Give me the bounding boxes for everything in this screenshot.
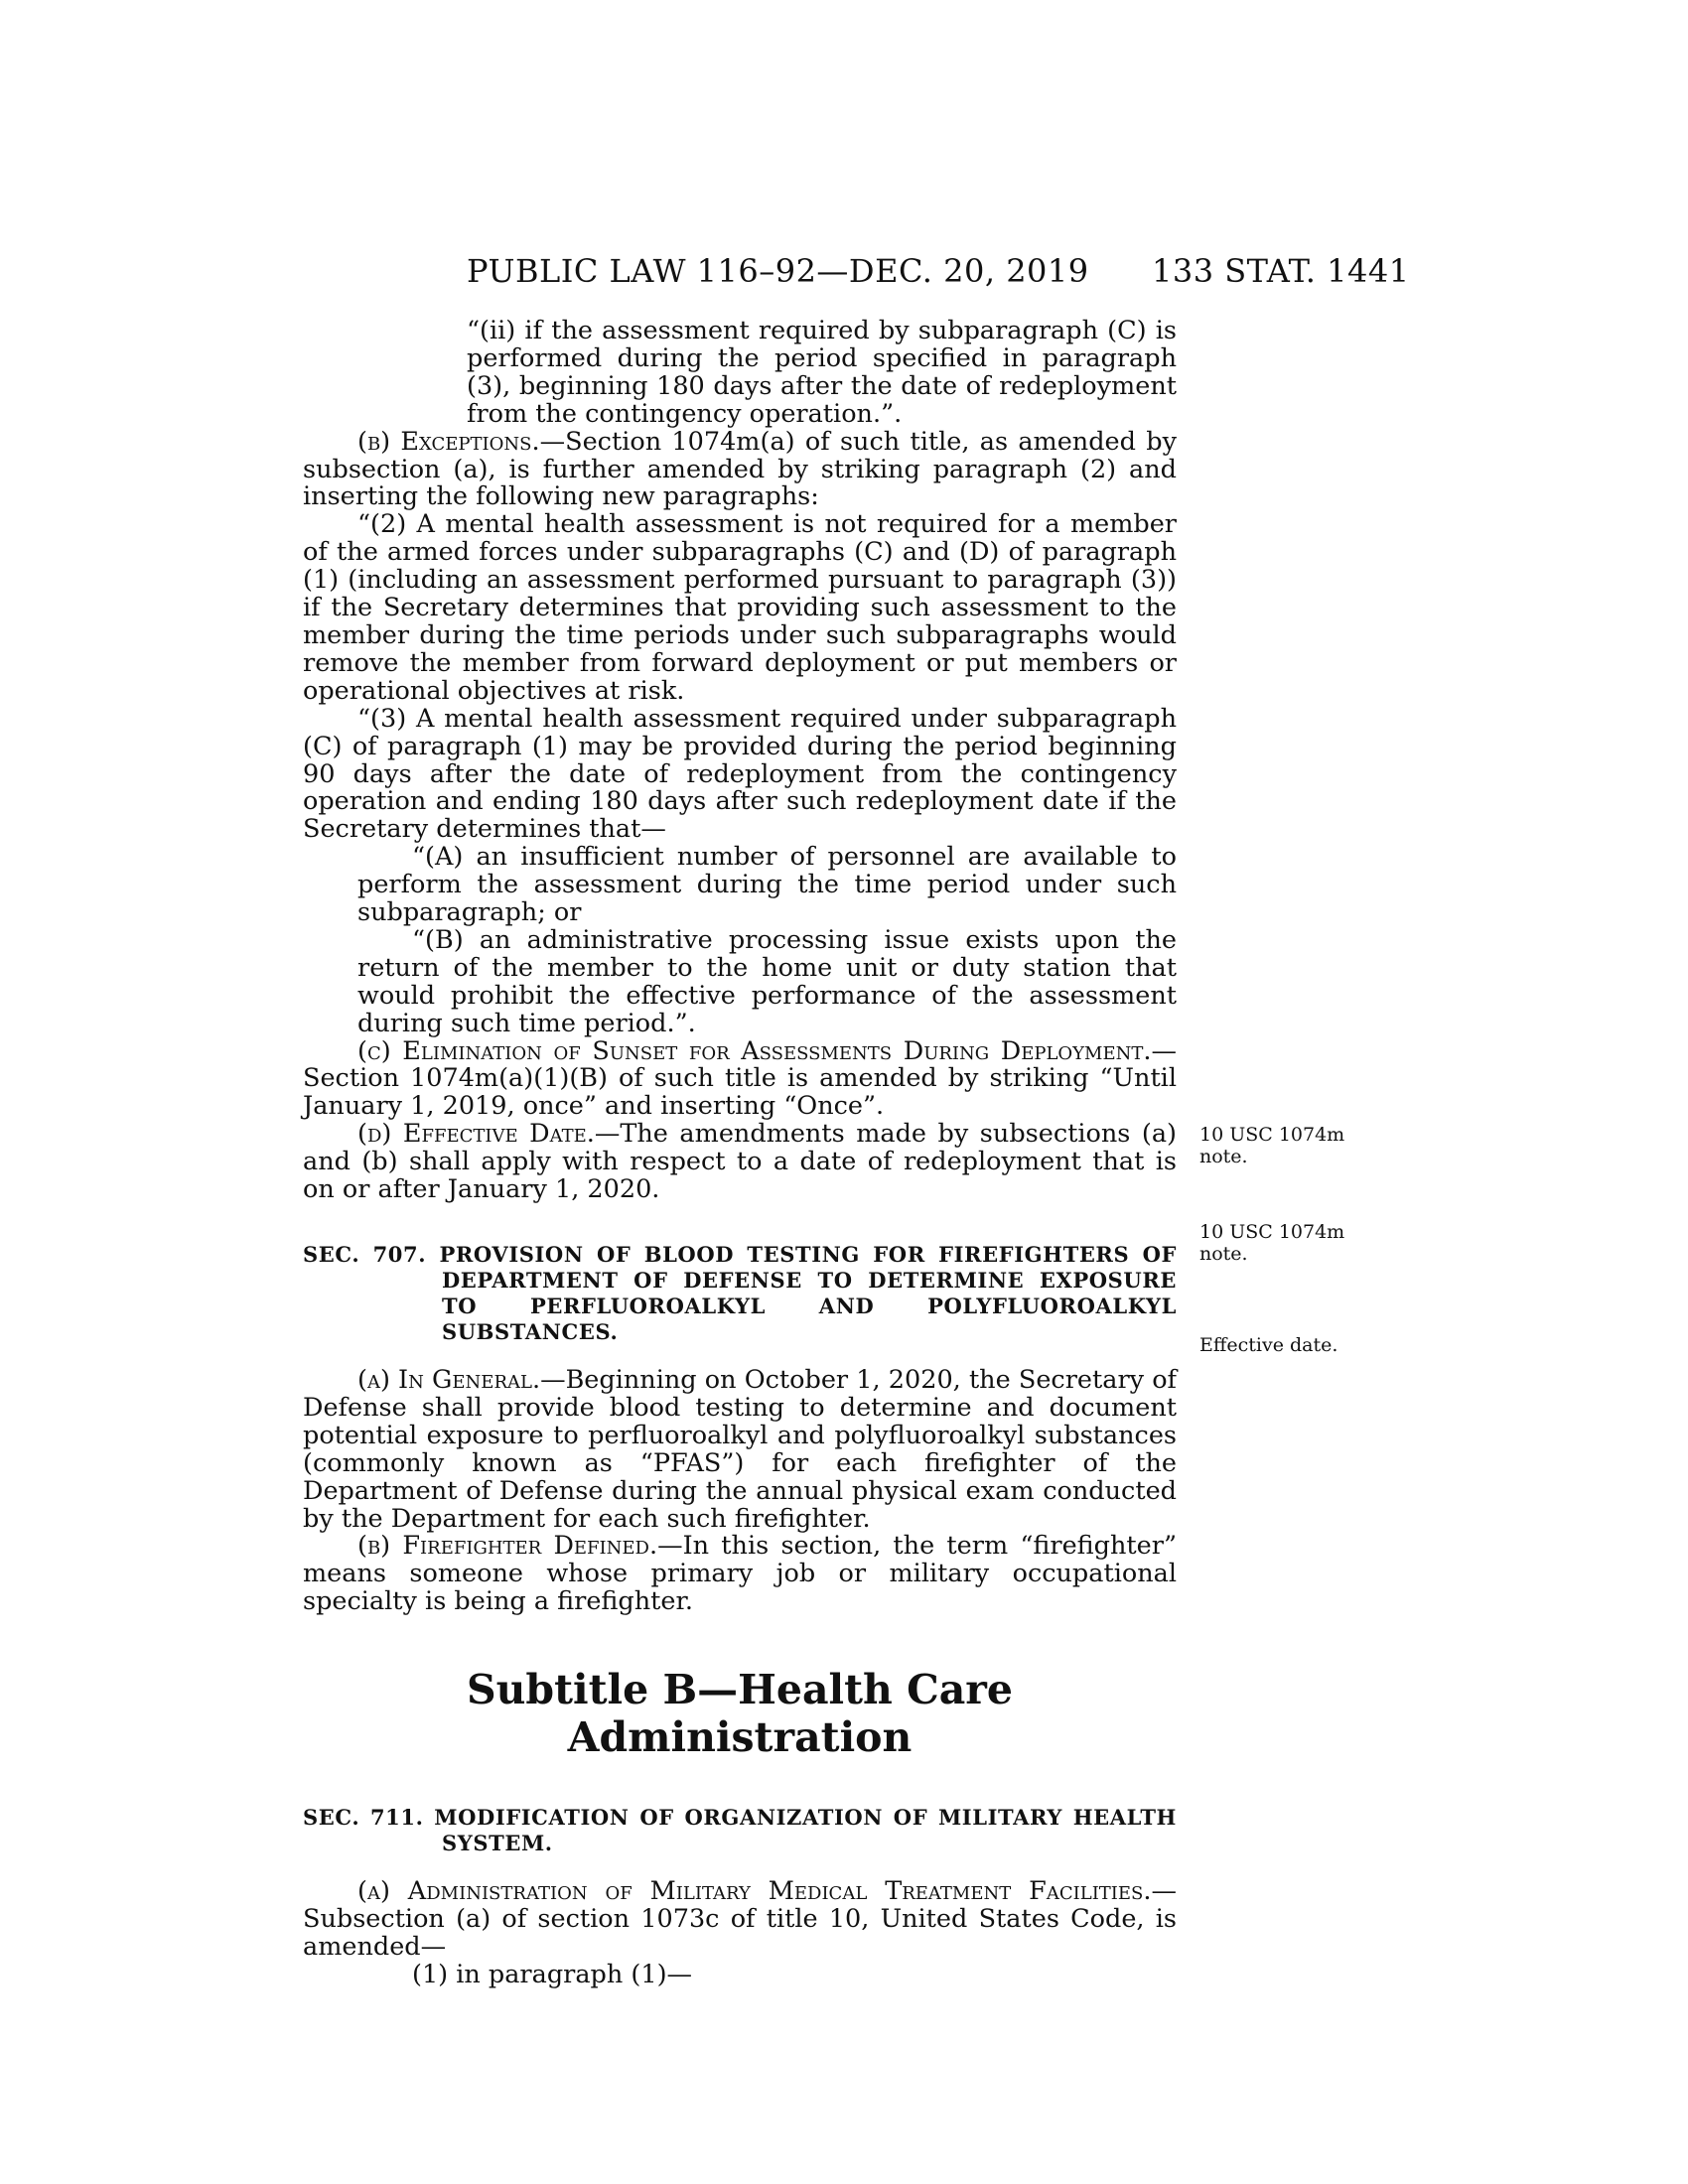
running-header-title: PUBLIC LAW 116–92—DEC. 20, 2019 — [467, 252, 1089, 290]
paragraph-3: “(3) A mental health assessment required under subparagraph (C) of paragraph (1) may be provided during the period beginning 90 days after the date of redeployment from the contingency operation and ending 180 days after such redeployment date if the Secretary determines that— — [303, 703, 1177, 845]
paragraph-clause-ii: “(ii) if the assessment required by subparagraph (C) is performed during the period specified in paragraph (3), beginning 180 days after the date of redeployment from the contingency operation.”. — [467, 316, 1177, 429]
paragraph-711-a-1: (1) in paragraph (1)— — [412, 1959, 693, 1989]
paragraph-3-b: “(B) an administrative processing issue exists upon the return of the member to the home unit or duty station that would prohibit the effective performance of the assessment during such time period.”. — [357, 924, 1177, 1038]
paragraph-707-b — [303, 1533, 1177, 1616]
subsection-text: —In this section, the term “firefighter” means someone whose primary job or military occupational specialty is being a firefighter. — [303, 1531, 1177, 1617]
subsection-heading: (d) Effective Date. — [357, 1119, 595, 1150]
running-header-page-ref: 133 STAT. 1441 — [1152, 252, 1410, 290]
subtitle-heading: Subtitle B—Health Care Administration — [467, 1666, 1013, 1762]
margin-note-effective-date: Effective date. — [1199, 1334, 1338, 1356]
subsection-heading: (a) In General. — [357, 1365, 541, 1395]
section-707-heading: SEC. 707. PROVISION OF BLOOD TESTING FOR FIREFIGHTERS OF DEPARTMENT OF DEFENSE TO DETERMINE EXPOSURE TO PERFLUOROALKYL AND POLYFLUOROALKYL SUBSTANCES. — [303, 1242, 1177, 1344]
margin-note-line: 10 USC 1074m — [1199, 1124, 1345, 1146]
subsection-text: —The amendments made by subsections (a) and (b) shall apply with respect to a date of redeployment that is on or after January 1, 2020. — [303, 1119, 1177, 1205]
margin-note-usc-2 — [1199, 1221, 1344, 1265]
subsection-heading: (b) Exceptions. — [357, 426, 540, 457]
margin-note-usc-1 — [1199, 1124, 1344, 1167]
subsection-text: —Section 1074m(a) of such title, as amended by subsection (a), is further amended by striking paragraph (2) and inserting the following new paragraphs: — [303, 426, 1177, 512]
subsection-text: —Subsection (a) of section 1073c of title 10, United States Code, is amended— — [303, 1876, 1177, 1962]
subsection-heading: (c) Elimination of Sunset for Assessments During Deployment. — [357, 1035, 1152, 1066]
subsection-heading: (a) Administration of Military Medical Treatment Facilities. — [357, 1876, 1152, 1907]
paragraph-711-a — [303, 1878, 1177, 1962]
paragraph-707-a — [303, 1367, 1177, 1533]
paragraph-3-a: “(A) an insufficient number of personnel are available to perform the assessment during the time period under such subparagraph; or — [357, 842, 1177, 928]
body-text — [303, 318, 1177, 1989]
paragraph-subsection-c — [303, 1035, 1177, 1122]
paragraph-subsection-b — [303, 426, 1177, 512]
paragraph-subsection-d — [303, 1121, 1177, 1204]
subsection-heading: (b) Firefighter Defined. — [357, 1531, 658, 1562]
section-711-heading: SEC. 711. MODIFICATION OF ORGANIZATION OF MILITARY HEALTH SYSTEM. — [303, 1805, 1177, 1856]
paragraph-2: “(2) A mental health assessment is not required for a member of the armed forces under subparagraphs (C) and (D) of paragraph (1) (including an assessment performed pursuant to paragraph (3)) if the Secretary determines that providing such assessment to the member during the time periods under such subparagraphs would remove the member from forward deployment or put members or operational objectives at risk. — [303, 509, 1177, 706]
subsection-text: —Section 1074m(a)(1)(B) of such title is amended by striking “Until January 1, 2019, once” and inserting “Once”. — [303, 1035, 1177, 1122]
margin-note-line: note. — [1199, 1243, 1248, 1265]
margin-note-line: 10 USC 1074m — [1199, 1221, 1345, 1243]
margin-note-line: note. — [1199, 1146, 1248, 1167]
subsection-text: —Beginning on October 1, 2020, the Secretary of Defense shall provide blood testing to determine and document potential exposure to perfluoroalkyl and polyfluoroalkyl substances (commonly known as “PFAS”) for each firefighter of the Department of Defense during the annual physical exam conducted by the Department for each such firefighter. — [303, 1365, 1177, 1534]
